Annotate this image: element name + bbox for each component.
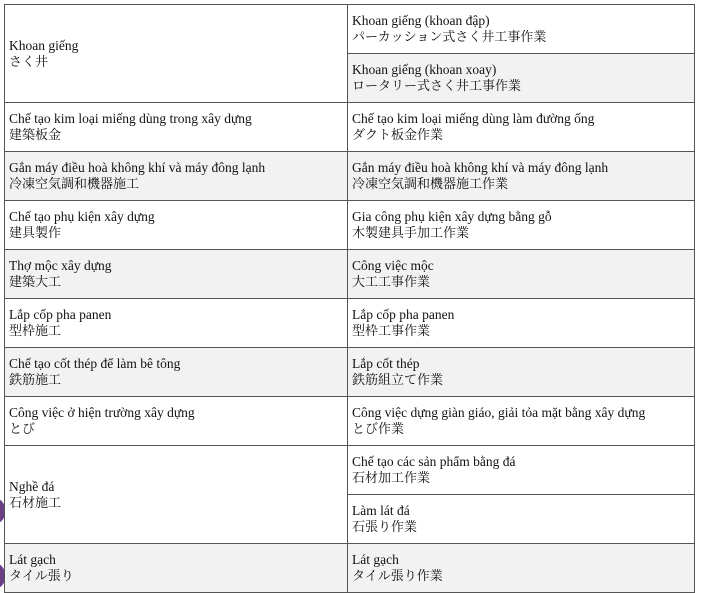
category-ja: 建築大工 [9,275,62,290]
table-row [5,446,695,495]
work-vi: Chế tạo các sản phẩm bằng đá [352,454,516,469]
category-ja: とび [9,422,36,437]
work-ja: とび作業 [352,422,405,437]
work-cell [348,201,695,250]
work-ja: ロータリー式さく井工事作業 [352,79,522,94]
work-cell [348,250,695,299]
category-ja: 石材施工 [9,495,62,511]
work-ja: 木製建具手加工作業 [352,226,470,241]
work-ja: 鉄筋組立て作業 [352,373,444,388]
work-ja: ダクト板金作業 [352,128,444,143]
work-ja: 石張り作業 [352,520,418,535]
category-vi: Gắn máy điều hoà không khí và máy đông lạnh [9,160,266,175]
category-cell [5,201,348,250]
category-cell [5,348,348,397]
work-vi: Làm lát đá [352,503,410,518]
work-cell [348,54,695,103]
occupation-table-container [4,4,694,592]
work-cell [348,103,695,152]
table-row [5,348,695,397]
work-vi: Lát gạch [352,552,399,567]
work-vi: Lắp cốp pha panen [352,307,455,322]
work-vi: Công việc dựng giàn giáo, giải tỏa mặt bằng xây dựng [352,405,646,420]
work-vi: Chế tạo kim loại miếng dùng làm đường ống [352,111,595,126]
work-ja: 大工工事作業 [352,275,431,290]
table-row [5,299,695,348]
table-row [5,103,695,152]
category-cell [5,103,348,152]
work-vi: Gia công phụ kiện xây dựng bằng gỗ [352,209,552,224]
work-vi: Khoan giếng (khoan xoay) [352,62,497,77]
category-vi: Lắp cốp pha panen [9,307,112,322]
category-cell [5,152,348,201]
work-vi: Khoan giếng (khoan đập) [352,13,490,28]
table-row [5,201,695,250]
work-ja: 石材加工作業 [352,471,431,486]
category-ja: 鉄筋施工 [9,373,62,388]
work-ja: 冷凍空気調和機器施工作業 [352,177,509,192]
category-vi: Nghề đá [9,478,55,494]
table-row [5,397,695,446]
category-ja: 建具製作 [9,226,62,241]
work-ja: 型枠工事作業 [352,324,431,339]
work-cell [348,152,695,201]
work-cell [348,397,695,446]
work-cell [348,495,695,544]
category-cell [5,544,348,593]
category-cell [5,5,348,103]
category-cell [5,397,348,446]
work-vi: Lắp cốt thép [352,356,420,371]
category-ja: 建築板金 [9,128,62,143]
category-cell [5,299,348,348]
table-row [5,544,695,593]
table-row [5,5,695,54]
category-vi: Chế tạo cốt thép để làm bê tông [9,356,181,371]
category-ja: 型枠施工 [9,324,62,339]
table-row [5,152,695,201]
work-cell [348,348,695,397]
work-cell [348,446,695,495]
work-cell [348,5,695,54]
table-row [5,250,695,299]
work-vi: Công việc mộc [352,258,434,273]
work-vi: Gắn máy điều hoà không khí và máy đông lạnh [352,160,609,175]
category-vi: Khoan giếng [9,37,79,53]
category-ja: 冷凍空気調和機器施工 [9,177,140,192]
work-ja: タイル張り作業 [352,569,443,584]
category-vi: Lát gạch [9,552,56,567]
occupation-table [4,4,695,593]
work-ja: パーカッション式さく井工事作業 [352,30,547,45]
work-cell [348,544,695,593]
category-vi: Công việc ở hiện trường xây dựng [9,405,195,420]
category-vi: Thợ mộc xây dựng [9,258,112,273]
category-ja: さく井 [9,54,49,70]
category-vi: Chế tạo kim loại miếng dùng trong xây dựng [9,111,252,126]
category-ja: タイル張り [9,569,74,584]
category-vi: Chế tạo phụ kiện xây dựng [9,209,155,224]
category-cell [5,250,348,299]
category-cell [5,446,348,544]
work-cell [348,299,695,348]
